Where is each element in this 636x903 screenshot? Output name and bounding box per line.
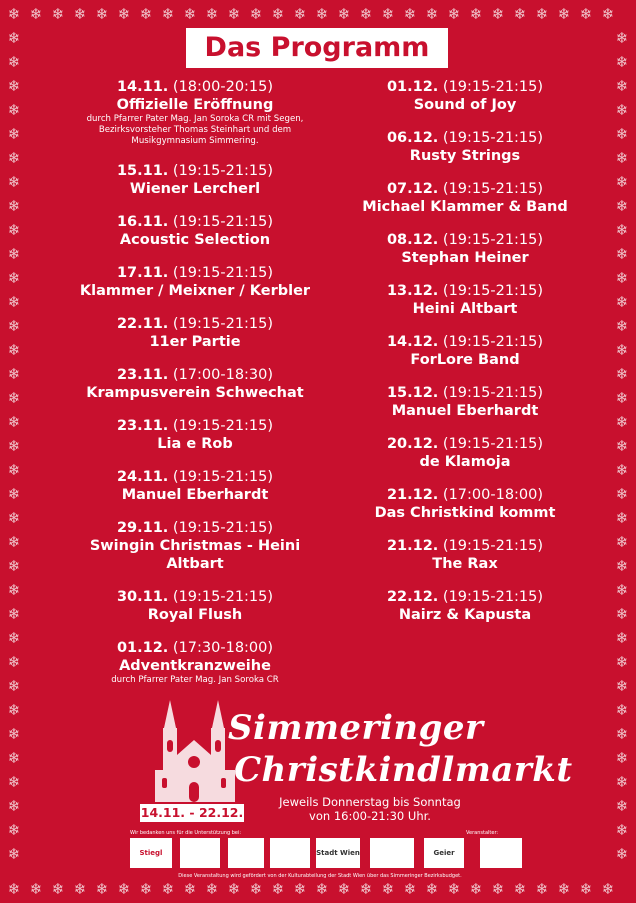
- snowflake-icon: ❄: [615, 413, 629, 431]
- snowflake-icon: ❄: [73, 5, 87, 23]
- snowflake-icon: ❄: [615, 197, 629, 215]
- event-date-time: [60, 162, 330, 180]
- event-name: Das Christkind kommt: [374, 505, 556, 521]
- snowflake-icon: ❄: [579, 880, 593, 898]
- event-item: [340, 231, 590, 267]
- event-date: 22.12.: [386, 589, 439, 605]
- snowflake-icon: ❄: [579, 5, 593, 23]
- snowflake-icon: ❄: [7, 581, 21, 599]
- snowflake-icon: ❄: [293, 880, 307, 898]
- snowflake-icon: ❄: [7, 29, 21, 47]
- snowflake-icon: ❄: [359, 880, 373, 898]
- event-date-time: [340, 333, 590, 351]
- snowflake-icon: ❄: [227, 5, 241, 23]
- event-time: (19:15-21:15): [168, 163, 274, 179]
- event-time: (17:30-18:00): [168, 640, 274, 656]
- snowflake-icon: ❄: [615, 125, 629, 143]
- event-time: (19:15-21:15): [168, 316, 274, 332]
- snowflake-icon: ❄: [7, 389, 21, 407]
- event-item: [340, 78, 590, 114]
- snowflake-icon: ❄: [249, 880, 263, 898]
- snowflake-icon: ❄: [615, 797, 629, 815]
- opening-hours-line1: Jeweils Donnerstag bis Sonntag: [279, 795, 461, 809]
- event-name: Lia e Rob: [157, 436, 233, 452]
- sponsor-logo: Stadt Wien: [316, 838, 360, 868]
- event-time: (18:00-20:15): [168, 79, 274, 95]
- event-item: [340, 333, 590, 369]
- snowflake-icon: ❄: [615, 773, 629, 791]
- snowflake-icon: ❄: [183, 880, 197, 898]
- schedule-right: [340, 78, 590, 639]
- snowflake-icon: ❄: [139, 5, 153, 23]
- snowflake-icon: ❄: [403, 5, 417, 23]
- snowflake-icon: ❄: [7, 773, 21, 791]
- snowflake-icon: ❄: [425, 5, 439, 23]
- snowflake-icon: ❄: [7, 125, 21, 143]
- snowflake-icon: ❄: [7, 629, 21, 647]
- opening-hours-line2: von 16:00-21:30 Uhr.: [309, 809, 431, 823]
- event-time: (19:15-21:15): [438, 130, 544, 146]
- snowflake-icon: ❄: [381, 5, 395, 23]
- snowflake-icon: ❄: [615, 365, 629, 383]
- snowflake-icon: ❄: [7, 341, 21, 359]
- event-item: [60, 315, 330, 351]
- event-name: 11er Partie: [149, 334, 241, 350]
- snowflake-icon: ❄: [615, 653, 629, 671]
- snowflake-icon: ❄: [615, 677, 629, 695]
- snowflake-icon: ❄: [337, 5, 351, 23]
- snowflake-icon: ❄: [7, 880, 21, 898]
- organizer-label: Veranstalter:: [466, 830, 499, 836]
- event-item: [60, 213, 330, 249]
- snowflake-icon: ❄: [615, 725, 629, 743]
- sponsor-logo: [370, 838, 414, 868]
- event-name: Heini Altbart: [412, 301, 518, 317]
- schedule-left: [60, 78, 330, 701]
- snowflake-icon: ❄: [615, 845, 629, 863]
- event-date-time: [340, 78, 590, 96]
- date-range-badge: 14.11. - 22.12.: [140, 805, 244, 820]
- snowflake-icon: ❄: [615, 53, 629, 71]
- event-date-time: [60, 588, 330, 606]
- event-time: (19:15-21:15): [438, 538, 544, 554]
- event-date-time: [340, 537, 590, 555]
- event-date: 23.11.: [116, 418, 169, 434]
- snowflake-icon: ❄: [535, 880, 549, 898]
- event-date: 21.12.: [386, 538, 439, 554]
- event-date: 17.11.: [116, 265, 169, 281]
- snowflake-icon: ❄: [293, 5, 307, 23]
- event-time: (19:15-21:15): [438, 283, 544, 299]
- event-date: 30.11.: [116, 589, 169, 605]
- snowflake-icon: ❄: [615, 149, 629, 167]
- event-note: durch Pfarrer Pater Mag. Jan Soroka CR: [111, 675, 279, 685]
- snowflake-icon: ❄: [7, 317, 21, 335]
- snowflake-icon: ❄: [7, 197, 21, 215]
- snowflake-icon: ❄: [447, 5, 461, 23]
- snowflake-icon: ❄: [7, 53, 21, 71]
- snowflake-icon: ❄: [7, 293, 21, 311]
- event-note: durch Pfarrer Pater Mag. Jan Soroka CR mit Segen, Bezirksvorsteher Thomas Steinhart und dem Musikgymnasium Simmering.: [86, 114, 304, 146]
- event-item: [60, 417, 330, 453]
- snowflake-icon: ❄: [615, 101, 629, 119]
- event-date: 22.11.: [116, 316, 169, 332]
- sponsors-label: Wir bedanken uns für die Unterstützung bei:: [130, 830, 242, 836]
- event-time: (19:15-21:15): [438, 181, 544, 197]
- snowflake-icon: ❄: [7, 701, 21, 719]
- event-name: Krampusverein Schwechat: [86, 385, 304, 401]
- event-name: The Rax: [432, 556, 498, 572]
- snowflake-icon: ❄: [615, 29, 629, 47]
- event-name: Wiener Lercherl: [129, 181, 261, 197]
- brand-line-2: Christkindlmarkt: [234, 750, 573, 790]
- snowflake-icon: ❄: [7, 677, 21, 695]
- snowflake-icon: ❄: [7, 557, 21, 575]
- event-date-time: [340, 588, 590, 606]
- event-date: 24.11.: [116, 469, 169, 485]
- event-date-time: [60, 417, 330, 435]
- event-time: (19:15-21:15): [168, 265, 274, 281]
- snowflake-icon: ❄: [7, 149, 21, 167]
- opening-hours: [270, 795, 470, 823]
- snowflake-icon: ❄: [403, 880, 417, 898]
- snowflake-icon: ❄: [615, 605, 629, 623]
- event-item: [340, 435, 590, 471]
- snowflake-icon: ❄: [615, 749, 629, 767]
- event-time: (19:15-21:15): [168, 469, 274, 485]
- event-name: Manuel Eberhardt: [391, 403, 539, 419]
- snowflake-icon: ❄: [615, 341, 629, 359]
- snowflake-icon: ❄: [7, 749, 21, 767]
- snowflake-icon: ❄: [513, 880, 527, 898]
- snowflake-icon: ❄: [7, 605, 21, 623]
- snowflake-icon: ❄: [161, 5, 175, 23]
- snowflake-icon: ❄: [615, 557, 629, 575]
- sponsor-logo: Geier: [424, 838, 464, 868]
- event-time: (17:00-18:30): [168, 367, 274, 383]
- event-date-time: [340, 282, 590, 300]
- snowflake-icon: ❄: [7, 5, 21, 23]
- sponsor-logo: [480, 838, 522, 868]
- event-name: Nairz & Kapusta: [398, 607, 532, 623]
- snowflake-icon: ❄: [183, 5, 197, 23]
- event-item: [340, 384, 590, 420]
- snowflake-icon: ❄: [29, 5, 43, 23]
- sponsor-logo: [270, 838, 310, 868]
- event-date-time: [60, 366, 330, 384]
- snowflake-icon: ❄: [615, 77, 629, 95]
- event-date: 20.12.: [386, 436, 439, 452]
- snowflake-icon: ❄: [615, 533, 629, 551]
- event-date: 14.11.: [116, 79, 169, 95]
- snowflake-icon: ❄: [615, 509, 629, 527]
- event-time: (19:15-21:15): [438, 232, 544, 248]
- sponsor-logo: [228, 838, 264, 868]
- snowflake-icon: ❄: [615, 437, 629, 455]
- event-item: [60, 366, 330, 402]
- snowflake-icon: ❄: [615, 389, 629, 407]
- footer-note: Diese Veranstaltung wird gefördert von der Kulturabteilung der Stadt Wien über das Simmeringer Bezirksbudget.: [178, 873, 462, 879]
- snowflake-icon: ❄: [249, 5, 263, 23]
- event-date: 14.12.: [386, 334, 439, 350]
- snowflake-icon: ❄: [7, 173, 21, 191]
- snowflake-icon: ❄: [7, 725, 21, 743]
- snowflake-icon: ❄: [359, 5, 373, 23]
- snowflake-icon: ❄: [271, 5, 285, 23]
- snowflake-icon: ❄: [227, 880, 241, 898]
- snowflake-icon: ❄: [315, 880, 329, 898]
- snowflake-icon: ❄: [205, 880, 219, 898]
- event-date-time: [340, 180, 590, 198]
- event-name: Acoustic Selection: [119, 232, 271, 248]
- event-item: [60, 639, 330, 686]
- snowflake-icon: ❄: [615, 293, 629, 311]
- event-name: Royal Flush: [147, 607, 243, 623]
- snowflake-icon: ❄: [7, 797, 21, 815]
- event-name: Sound of Joy: [413, 97, 517, 113]
- event-item: [340, 537, 590, 573]
- snowflake-icon: ❄: [51, 5, 65, 23]
- snowflake-icon: ❄: [425, 880, 439, 898]
- event-time: (19:15-21:15): [168, 418, 274, 434]
- event-date: 23.11.: [116, 367, 169, 383]
- sponsor-logo: [180, 838, 220, 868]
- page-title: Das Programm: [186, 28, 448, 68]
- event-date-time: [60, 78, 330, 96]
- snowflake-icon: ❄: [615, 581, 629, 599]
- snowflake-icon: ❄: [7, 101, 21, 119]
- event-item: [340, 180, 590, 216]
- snowflake-icon: ❄: [205, 5, 219, 23]
- event-date: 08.12.: [386, 232, 439, 248]
- church-illustration: [150, 700, 240, 808]
- snowflake-icon: ❄: [615, 629, 629, 647]
- snowflake-icon: ❄: [73, 880, 87, 898]
- event-name: Manuel Eberhardt: [121, 487, 269, 503]
- event-name: Klammer / Meixner / Kerbler: [79, 283, 311, 299]
- event-time: (19:15-21:15): [438, 334, 544, 350]
- event-time: (17:00-18:00): [438, 487, 544, 503]
- event-date: 29.11.: [116, 520, 169, 536]
- event-date: 01.12.: [386, 79, 439, 95]
- snowflake-icon: ❄: [7, 485, 21, 503]
- snowflake-icon: ❄: [7, 653, 21, 671]
- snowflake-icon: ❄: [615, 317, 629, 335]
- event-name: Stephan Heiner: [401, 250, 529, 266]
- snowflake-icon: ❄: [161, 880, 175, 898]
- snowflake-icon: ❄: [117, 5, 131, 23]
- snowflake-icon: ❄: [447, 880, 461, 898]
- snowflake-icon: ❄: [601, 5, 615, 23]
- event-time: (19:15-21:15): [438, 589, 544, 605]
- event-time: (19:15-21:15): [438, 79, 544, 95]
- event-name: Adventkranzweihe: [119, 658, 271, 674]
- snowflake-icon: ❄: [7, 269, 21, 287]
- snowflake-icon: ❄: [95, 880, 109, 898]
- event-name: Michael Klammer & Band: [362, 199, 568, 215]
- event-name: Rusty Strings: [409, 148, 521, 164]
- snowflake-icon: ❄: [7, 413, 21, 431]
- event-date-time: [340, 435, 590, 453]
- event-name: Swingin Christmas - Heini Altbart: [89, 538, 301, 572]
- snowflake-icon: ❄: [7, 845, 21, 863]
- snowflake-icon: ❄: [7, 533, 21, 551]
- snowflake-icon: ❄: [469, 880, 483, 898]
- event-item: [60, 468, 330, 504]
- event-date: 07.12.: [386, 181, 439, 197]
- snowflake-icon: ❄: [271, 880, 285, 898]
- snowflake-icon: ❄: [491, 880, 505, 898]
- event-date-time: [340, 231, 590, 249]
- snowflake-icon: ❄: [615, 245, 629, 263]
- event-item: [340, 486, 590, 522]
- snowflake-icon: ❄: [615, 821, 629, 839]
- snowflake-icon: ❄: [315, 5, 329, 23]
- event-time: (19:15-21:15): [438, 385, 544, 401]
- snowflake-icon: ❄: [51, 880, 65, 898]
- event-item: [340, 129, 590, 165]
- snowflake-icon: ❄: [7, 365, 21, 383]
- snowflake-icon: ❄: [7, 509, 21, 527]
- event-date-time: [340, 384, 590, 402]
- event-date-time: [340, 486, 590, 504]
- snowflake-icon: ❄: [95, 5, 109, 23]
- snowflake-icon: ❄: [557, 880, 571, 898]
- snowflake-icon: ❄: [615, 269, 629, 287]
- event-item: [60, 78, 330, 147]
- event-date: 15.11.: [116, 163, 169, 179]
- event-item: [340, 282, 590, 318]
- snowflake-icon: ❄: [557, 5, 571, 23]
- snowflake-icon: ❄: [601, 880, 615, 898]
- snowflake-icon: ❄: [615, 461, 629, 479]
- event-item: [340, 588, 590, 624]
- event-time: (19:15-21:15): [168, 214, 274, 230]
- event-date-time: [60, 468, 330, 486]
- event-name: Offizielle Eröffnung: [116, 97, 274, 113]
- event-date: 01.12.: [116, 640, 169, 656]
- snowflake-icon: ❄: [7, 77, 21, 95]
- snowflake-icon: ❄: [7, 221, 21, 239]
- event-name: de Klamoja: [419, 454, 511, 470]
- event-item: [60, 519, 330, 573]
- snowflake-icon: ❄: [337, 880, 351, 898]
- snowflake-icon: ❄: [615, 221, 629, 239]
- event-date-time: [60, 315, 330, 333]
- snowflake-icon: ❄: [615, 485, 629, 503]
- snowflake-icon: ❄: [615, 701, 629, 719]
- snowflake-icon: ❄: [535, 5, 549, 23]
- event-date-time: [60, 213, 330, 231]
- snowflake-icon: ❄: [139, 880, 153, 898]
- snowflake-icon: ❄: [7, 437, 21, 455]
- event-date-time: [60, 519, 330, 537]
- event-date: 15.12.: [386, 385, 439, 401]
- snowflake-icon: ❄: [491, 5, 505, 23]
- event-date-time: [340, 129, 590, 147]
- event-time: (19:15-21:15): [438, 436, 544, 452]
- snowflake-icon: ❄: [117, 880, 131, 898]
- snowflake-icon: ❄: [615, 173, 629, 191]
- event-item: [60, 162, 330, 198]
- event-item: [60, 588, 330, 624]
- event-date: 13.12.: [386, 283, 439, 299]
- brand-line-1: Simmeringer: [228, 708, 484, 748]
- event-date: 06.12.: [386, 130, 439, 146]
- snowflake-icon: ❄: [7, 821, 21, 839]
- snowflake-icon: ❄: [7, 461, 21, 479]
- event-time: (19:15-21:15): [168, 589, 274, 605]
- event-date: 21.12.: [386, 487, 439, 503]
- event-date: 16.11.: [116, 214, 169, 230]
- snowflake-icon: ❄: [513, 5, 527, 23]
- event-name: ForLore Band: [410, 352, 520, 368]
- event-time: (19:15-21:15): [168, 520, 274, 536]
- event-date-time: [60, 264, 330, 282]
- sponsor-logo: Stiegl: [130, 838, 172, 868]
- snowflake-icon: ❄: [469, 5, 483, 23]
- event-date-time: [60, 639, 330, 657]
- snowflake-icon: ❄: [7, 245, 21, 263]
- event-item: [60, 264, 330, 300]
- snowflake-icon: ❄: [381, 880, 395, 898]
- snowflake-icon: ❄: [29, 880, 43, 898]
